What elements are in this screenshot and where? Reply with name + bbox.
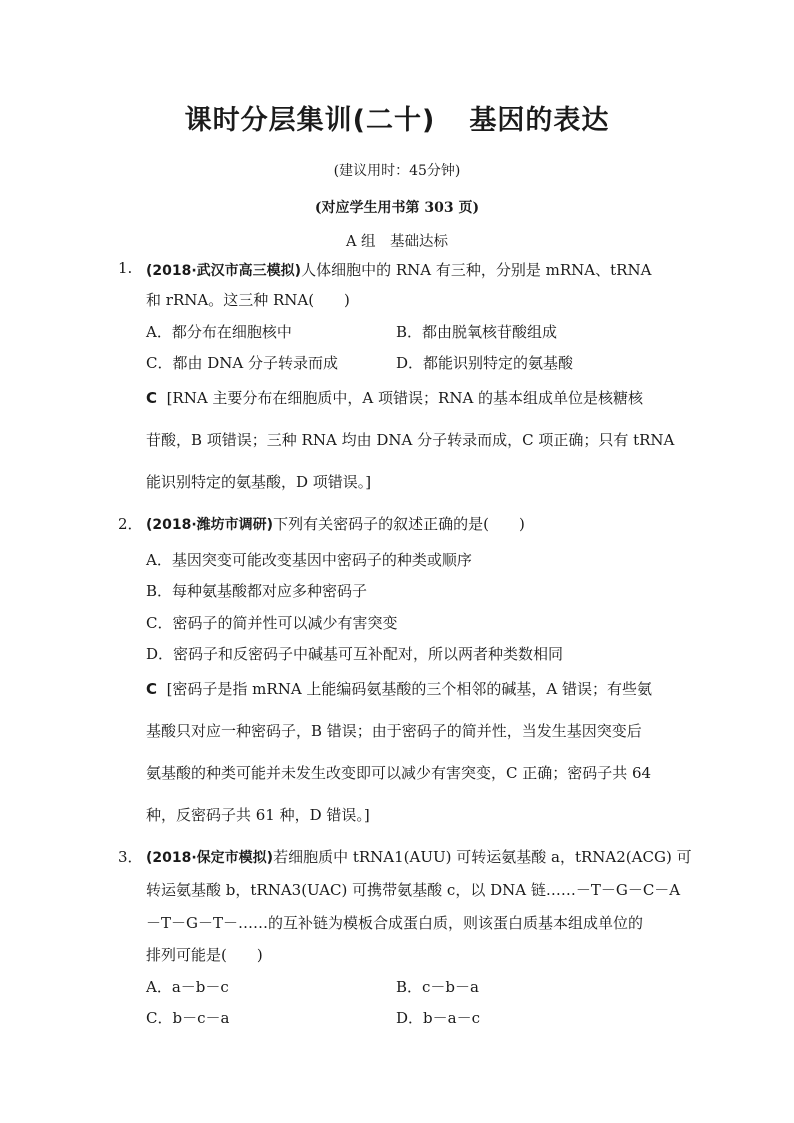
title-sub: 基因的表达 [469, 105, 610, 136]
option-b: B．都由脱氧核苷酸组成 [396, 323, 558, 341]
page-title [0, 98, 794, 137]
page-reference: (对应学生用书第 303 页) [314, 200, 480, 216]
explanation-text: 苷酸，B 项错误；三种 RNA 均由 DNA 分子转录而成，C 项正确；只有 tRNA [146, 431, 675, 449]
option-b: B．每种氨基酸都对应多种密码子 [146, 582, 368, 600]
suggested-time: (建议用时：45分钟) [333, 163, 461, 179]
question-stem-line [146, 259, 651, 280]
question-number: 2． [118, 515, 143, 533]
question-source: (2018·武汉市高三模拟) [146, 263, 302, 279]
title-main: 课时分层集训(二十) [184, 105, 436, 136]
question-stem: 排列可能是( ) [146, 946, 263, 964]
option-a: A．a－b－c [146, 978, 229, 996]
answer-letter: C [146, 389, 158, 407]
option-c: C．密码子的简并性可以减少有害突变 [146, 614, 398, 632]
question-stem: 人体细胞中的 RNA 有三种，分别是 mRNA、tRNA [301, 261, 652, 279]
option-a: A．基因突变可能改变基因中密码子的种类或顺序 [146, 551, 472, 569]
explanation-line [146, 387, 643, 408]
explanation-text: [RNA 主要分布在细胞质中，A 项错误；RNA 的基本组成单位是核糖核 [166, 389, 644, 407]
option-c: C．都由 DNA 分子转录而成 [146, 354, 338, 372]
question-stem-line [146, 513, 525, 534]
question-stem: 转运氨基酸 b，tRNA3(UAC) 可携带氨基酸 c，以 DNA 链……－T－G－C－A [146, 881, 681, 899]
question-stem: 下列有关密码子的叙述正确的是( ) [273, 515, 525, 533]
option-b: B．c－b－a [396, 978, 479, 996]
option-d: D．都能识别特定的氨基酸 [396, 354, 574, 372]
explanation-line [146, 678, 652, 699]
explanation-text: 种，反密码子共 61 种，D 错误。] [146, 806, 370, 824]
option-d: D．密码子和反密码子中碱基可互补配对，所以两者种类数相同 [146, 645, 564, 663]
question-stem-line [146, 846, 692, 867]
explanation-text: 基酸只对应一种密码子，B 错误；由于密码子的简并性，当发生基因突变后 [146, 722, 642, 740]
question-number: 1. [118, 259, 133, 277]
question-stem: 若细胞质中 tRNA1(AUU) 可转运氨基酸 a，tRNA2(ACG) 可 [273, 848, 692, 866]
answer-letter: C [146, 680, 158, 698]
explanation-text: 氨基酸的种类可能并未发生改变即可以减少有害突变，C 正确；密码子共 64 [146, 764, 652, 782]
question-source: (2018·潍坊市调研) [146, 517, 274, 533]
question-source: (2018·保定市模拟) [146, 850, 274, 866]
question-number: 3． [118, 848, 143, 866]
option-d: D．b－a－c [396, 1009, 480, 1027]
option-c: C．b－c－a [146, 1009, 230, 1027]
option-a: A．都分布在细胞核中 [146, 323, 292, 341]
question-stem: 和 rRNA。这三种 RNA( ) [146, 291, 350, 309]
question-stem: －T－G－T－……的互补链为模板合成蛋白质，则该蛋白质基本组成单位的 [146, 914, 643, 932]
explanation-text: [密码子是指 mRNA 上能编码氨基酸的三个相邻的碱基，A 错误；有些氨 [166, 680, 653, 698]
explanation-text: 能识别特定的氨基酸，D 项错误。] [146, 473, 372, 491]
group-heading: A 组 基础达标 [345, 234, 449, 250]
